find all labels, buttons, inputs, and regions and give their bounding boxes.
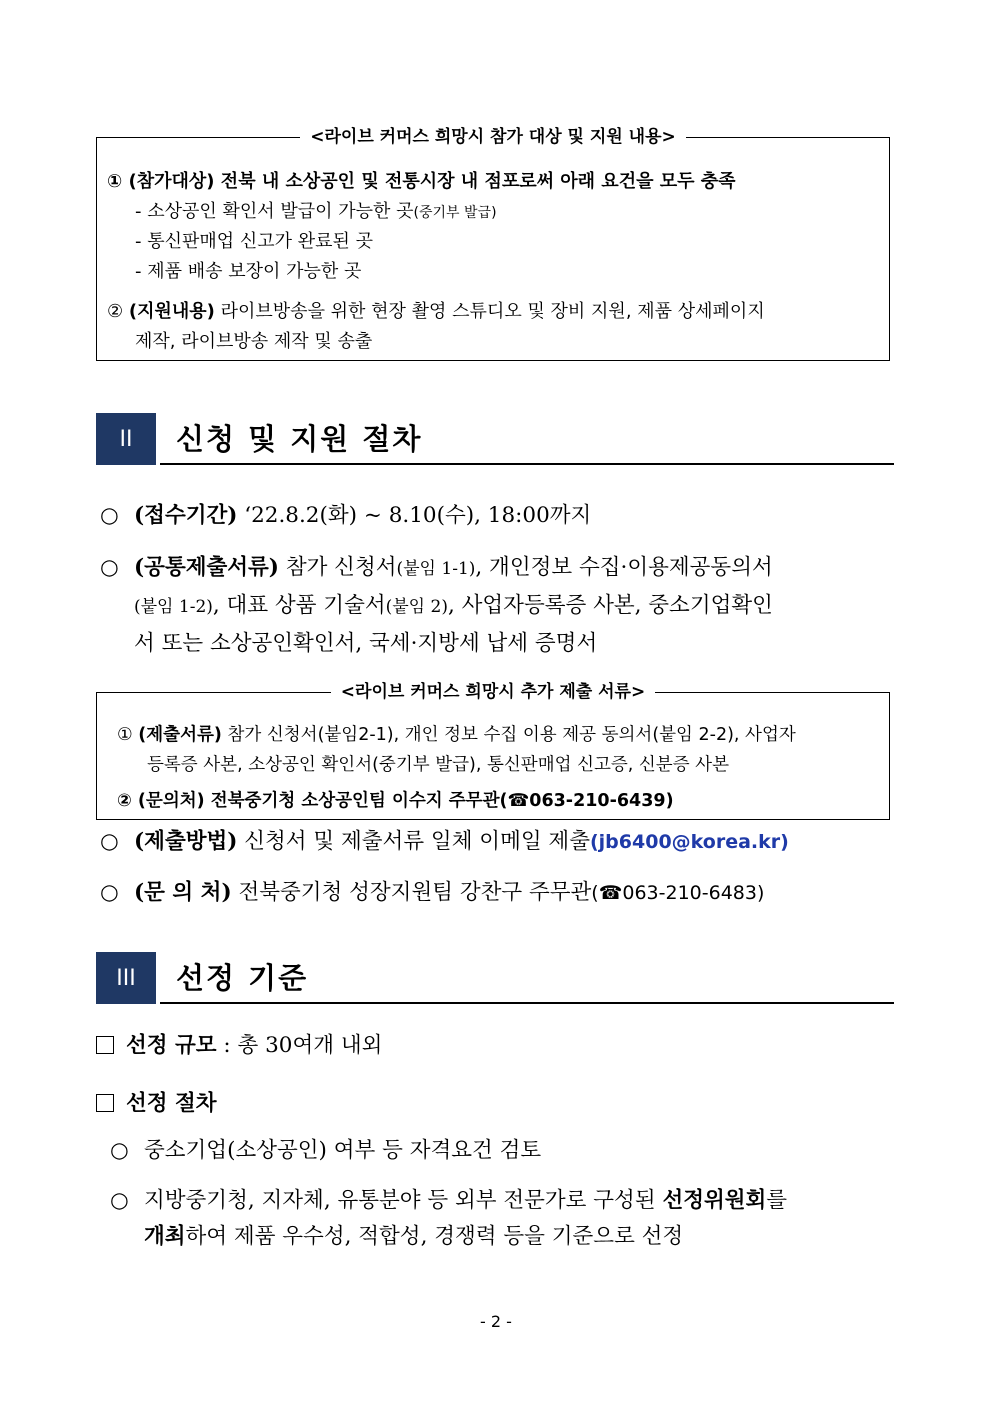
checkbox-icon	[96, 1036, 114, 1054]
doc-business-reg: , 사업자등록증 사본, 중소기업확인	[447, 593, 773, 618]
bullet: ○	[110, 1138, 129, 1163]
requirement-2: - 통신판매업 신고가 완료된 곳	[135, 231, 374, 252]
support-item	[107, 300, 765, 324]
section-3-title: 선정 기준	[176, 961, 309, 995]
additional-doc-contact	[117, 789, 674, 813]
section-3-underline	[160, 1002, 894, 1004]
procedure-step-2-text: 지방중기청, 지자체, 유통분야 등 외부 전문가로 구성된	[144, 1188, 663, 1213]
additional-documents-box	[96, 682, 890, 820]
doc-product-desc: , 대표 상품 기술서	[212, 593, 386, 618]
checkbox-icon	[96, 1094, 114, 1112]
selection-scale-text: : 총 30여개 내외	[223, 1033, 383, 1058]
bullet: ○	[100, 555, 119, 580]
bullet: ○	[100, 503, 119, 528]
requirement-3: - 제품 배송 보장이 가능한 곳	[135, 261, 362, 282]
doc-attach-2: (붙임 2)	[385, 597, 448, 617]
bullet: ○	[110, 1188, 129, 1213]
additional-doc-line-1: 참가 신청서(붙임2-1), 개인 정보 수집 이용 제공 동의서(붙임 2-2), 사업자	[227, 725, 796, 745]
section-2-header	[96, 413, 894, 465]
support-line-1: 라이브방송을 위한 현장 촬영 스튜디오 및 장비 지원, 제품 상세페이지	[220, 301, 765, 322]
procedure-criteria: 하여 제품 우수성, 적합성, 경쟁력 등을 기준으로 선정	[185, 1224, 684, 1249]
selection-scale	[96, 1028, 382, 1064]
circled-number-1: ①	[107, 171, 123, 192]
doc-attach-1-1: (붙임 1-1)	[396, 559, 476, 579]
procedure-step-2	[110, 1183, 787, 1219]
procedure-step-2-suffix: 를	[766, 1188, 788, 1213]
circled-number-1: ①	[117, 725, 133, 745]
eligibility-box-title: <라이브 커머스 희망시 참가 대상 및 지원 내용>	[300, 127, 686, 147]
support-line-2: 제작, 라이브방송 제작 및 송출	[135, 331, 373, 352]
additional-doc-head: (제출서류)	[138, 725, 222, 745]
requirement-1-note: (중기부 발급)	[413, 205, 497, 221]
section-2-title: 신청 및 지원 절차	[176, 422, 423, 456]
additional-doc-item-1	[117, 723, 796, 747]
bullet: ○	[100, 829, 119, 854]
selection-scale-head: 선정 규모	[126, 1033, 217, 1058]
eligibility-box	[96, 127, 890, 361]
section-3-header	[96, 952, 894, 1004]
application-period	[100, 498, 591, 534]
common-documents-line-2	[134, 588, 773, 625]
circled-number-2: ②	[107, 301, 124, 322]
email-link[interactable]: (jb6400@korea.kr)	[589, 831, 789, 853]
requirement-1-text: - 소상공인 확인서 발급이 가능한 곳	[135, 201, 414, 222]
submission-method-head: (제출방법)	[134, 829, 238, 854]
submission-method-text: 신청서 및 제출서류 일체 이메일 제출	[244, 829, 590, 854]
eligibility-item-1	[107, 170, 736, 194]
section-3-number: III	[96, 952, 156, 1004]
common-documents	[100, 550, 773, 587]
additional-doc-contact-text: (문의처) 전북중기청 소상공인팀 이수지 주무관(☎063-210-6439)	[137, 791, 674, 811]
selection-procedure	[96, 1086, 217, 1122]
inquiry-phone: (☎063-210-6483)	[591, 882, 765, 904]
submission-method	[100, 824, 789, 860]
circled-number-2: ②	[117, 791, 132, 811]
doc-attach-1-2: (붙임 1-2)	[134, 597, 213, 617]
page-number: - 2 -	[480, 1312, 512, 1331]
common-documents-line-3: 서 또는 소상공인확인서, 국세·지방세 납세 증명서	[134, 631, 598, 656]
support-head: (지원내용)	[128, 301, 215, 322]
procedure-step-1	[110, 1133, 541, 1169]
doc-privacy-consent: , 개인정보 수집·이용제공동의서	[475, 555, 773, 580]
bullet: ○	[100, 880, 119, 905]
doc-application: 참가 신청서	[285, 555, 397, 580]
application-period-text: ‘22.8.2(화) ~ 8.10(수), 18:00까지	[244, 503, 592, 528]
inquiry-head: (문 의 처)	[134, 880, 232, 905]
inquiry	[100, 875, 764, 911]
section-2-underline	[160, 463, 894, 465]
selection-procedure-head: 선정 절차	[126, 1091, 217, 1116]
inquiry-text: 전북중기청 성장지원팀 강찬구 주무관	[238, 880, 592, 905]
procedure-step-1-text: 중소기업(소상공인) 여부 등 자격요건 검토	[144, 1138, 542, 1163]
procedure-step-2-line-2	[144, 1219, 683, 1255]
common-documents-head: (공통제출서류)	[134, 555, 279, 580]
additional-doc-line-2: 등록증 사본, 소상공인 확인서(중기부 발급), 통신판매업 신고증, 신분증 사본	[147, 755, 729, 775]
eligibility-head: (참가대상) 전북 내 소상공인 및 전통시장 내 점포로써 아래 요건을 모두 충족	[128, 171, 736, 192]
requirement-1	[135, 200, 497, 225]
section-2-number: II	[96, 413, 156, 465]
selection-committee: 선정위원회	[662, 1188, 767, 1213]
procedure-hold: 개최	[144, 1224, 186, 1249]
additional-documents-title: <라이브 커머스 희망시 추가 제출 서류>	[331, 682, 655, 702]
application-period-head: (접수기간)	[134, 503, 238, 528]
